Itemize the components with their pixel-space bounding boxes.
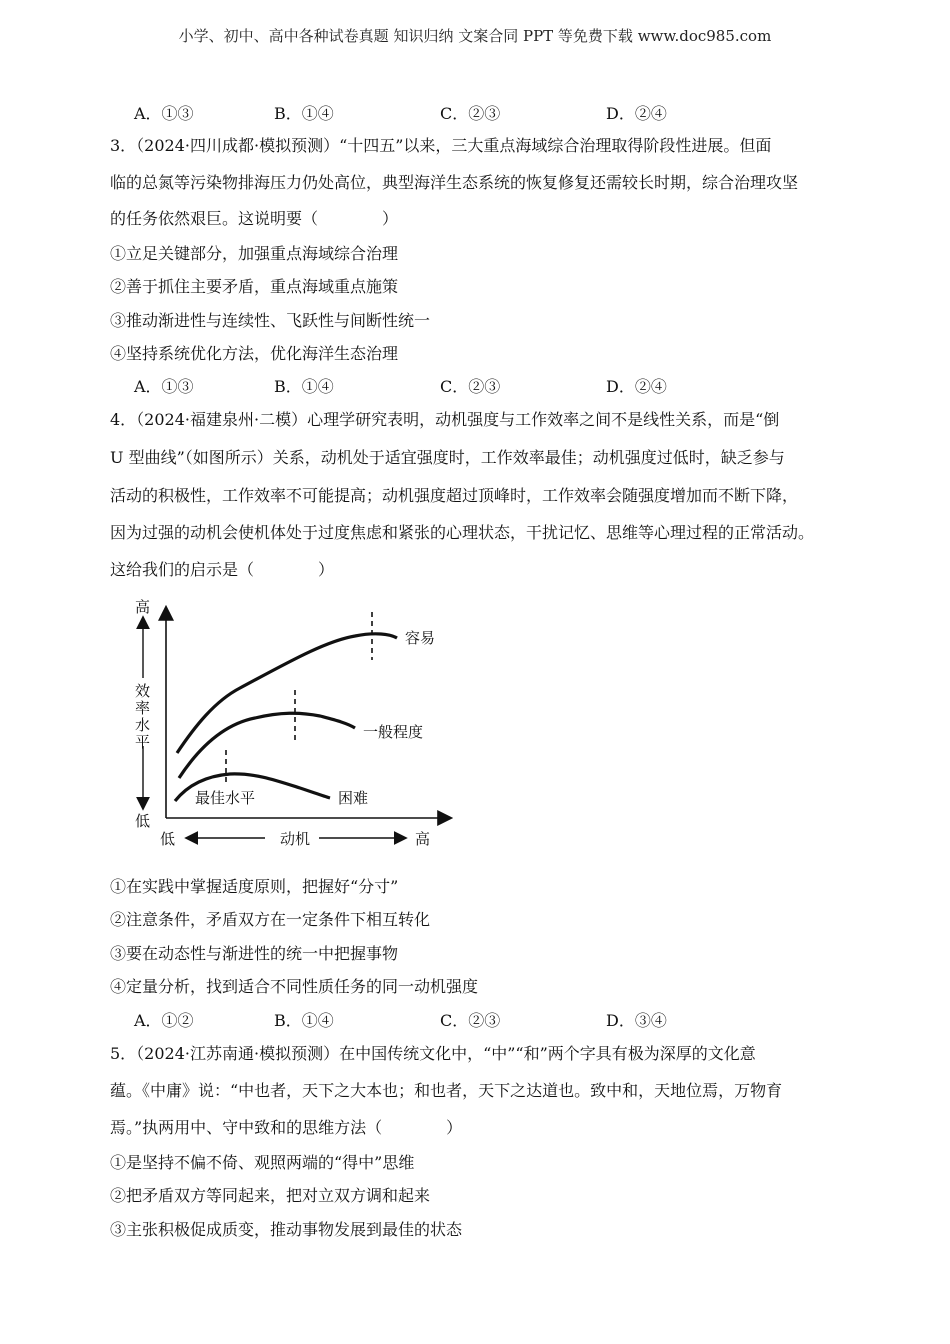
x-high-label: 高 <box>415 830 431 848</box>
q4-item: ①在实践中掌握适度原则，把握好“分寸” <box>110 877 399 896</box>
q4-stem-line: 这给我们的启示是（ ） <box>110 560 335 579</box>
q3-option-c: C．②③ <box>440 377 501 396</box>
q2-option-a: A．①③ <box>134 104 194 123</box>
q3-option-d: D．②④ <box>606 377 667 396</box>
q3-item: ③推动渐进性与连续性、飞跃性与间断性统一 <box>110 311 431 330</box>
q5-stem-line: 焉。”执两用中、守中致和的思维方法（ ） <box>110 1118 463 1137</box>
q3-stem-line: 的任务依然艰巨。这说明要（ ） <box>110 209 399 228</box>
y-axis-label-3: 水 <box>135 716 151 734</box>
q5-stem-line: 5．（2024·江苏南通·模拟预测）在中国传统文化中，“中”“和”两个字具有极为深厚的文化意 <box>110 1044 756 1063</box>
q3-stem-line: 3．（2024·四川成都·模拟预测）“十四五”以来，三大重点海域综合治理取得阶段性进展。但面 <box>110 136 772 155</box>
series-line-medium <box>179 713 355 778</box>
q2-option-c: C．②③ <box>440 104 501 123</box>
series-label-easy: 容易 <box>405 629 436 647</box>
q4-stem-line: 因为过强的动机会使机体处于过度焦虑和紧张的心理状态，干扰记忆、思维等心理过程的正常活动。 <box>110 523 815 542</box>
q5-item: ③主张积极促成质变，推动事物发展到最佳的状态 <box>110 1220 463 1239</box>
q4-option-a: A．①② <box>134 1011 194 1030</box>
y-axis-label-2: 率 <box>135 699 151 717</box>
q3-item: ②善于抓住主要矛盾，重点海域重点施策 <box>110 277 399 296</box>
y-axis-label-1: 效 <box>135 682 151 700</box>
q3-item: ①立足关键部分，加强重点海域综合治理 <box>110 244 399 263</box>
q4-stem-line: 4．（2024·福建泉州·二模）心理学研究表明，动机强度与工作效率之间不是线性关系，而是“倒 <box>110 410 780 429</box>
q3-stem-line: 临的总氮等污染物排海压力仍处高位，典型海洋生态系统的恢复修复还需较长时期，综合治理攻坚 <box>110 173 799 192</box>
x-axis-label: 动机 <box>280 830 311 848</box>
q4-option-c: C．②③ <box>440 1011 501 1030</box>
series-label-medium: 一般程度 <box>363 723 424 741</box>
q5-item: ②把矛盾双方等同起来，把对立双方调和起来 <box>110 1186 431 1205</box>
q4-stem-line: 活动的积极性，工作效率不可能提高；动机强度超过顶峰时，工作效率会随强度增加而不断下降， <box>110 486 799 505</box>
q3-option-a: A．①③ <box>134 377 194 396</box>
q5-item: ①是坚持不偏不倚、观照两端的“得中”思维 <box>110 1153 415 1172</box>
y-axis-label-4: 平 <box>135 733 151 751</box>
q5-stem-line: 蕴。《中庸》说：“中也者，天下之大本也；和也者，天下之达道也。致中和，天地位焉，万物育 <box>110 1081 783 1100</box>
series-label-hard: 困难 <box>338 789 369 807</box>
optimal-level-annotation: 最佳水平 <box>195 789 256 807</box>
q4-item: ②注意条件，矛盾双方在一定条件下相互转化 <box>110 910 431 929</box>
q4-item: ③要在动态性与渐进性的统一中把握事物 <box>110 944 399 963</box>
q4-option-b: B．①④ <box>274 1011 334 1030</box>
q2-option-d: D．②④ <box>606 104 667 123</box>
q4-option-d: D．③④ <box>606 1011 667 1030</box>
q2-option-b: B．①④ <box>274 104 334 123</box>
motivation-efficiency-chart <box>125 596 465 856</box>
q4-stem-line: U 型曲线”（如图所示）关系，动机处于适宜强度时，工作效率最佳；动机强度过低时，缺乏参与 <box>110 448 785 467</box>
q3-option-b: B．①④ <box>274 377 334 396</box>
q4-item: ④定量分析，找到适合不同性质任务的同一动机强度 <box>110 977 479 996</box>
page-header: 小学、初中、高中各种试卷真题 知识归纳 文案合同 PPT 等免费下载 www.doc985.com <box>178 27 772 45</box>
y-high-label: 高 <box>135 598 151 616</box>
x-low-label: 低 <box>160 830 176 848</box>
q3-item: ④坚持系统优化方法，优化海洋生态治理 <box>110 344 399 363</box>
y-low-label: 低 <box>135 812 151 830</box>
